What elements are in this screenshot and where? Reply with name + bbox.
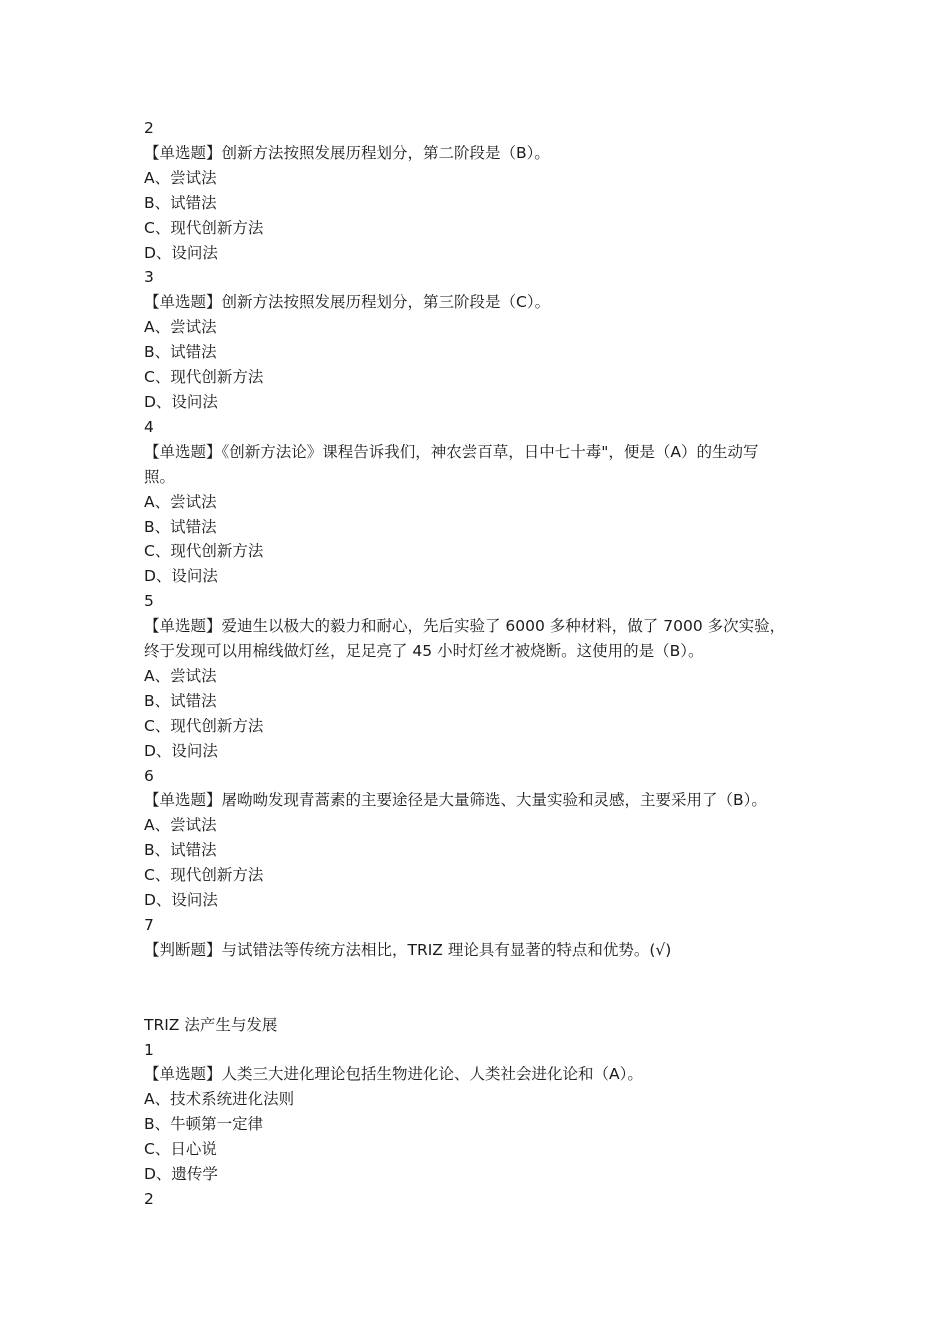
- question-number: 4: [144, 417, 154, 436]
- question-text-line-2: 终于发现可以用棉线做灯丝，足足亮了 45 小时灯丝才被烧断。这使用的是（B）。: [144, 642, 704, 661]
- document-content: [144, 116, 814, 1212]
- question-number: 5: [144, 592, 154, 611]
- option-d: D、设问法: [144, 392, 218, 411]
- question-text: 【单选题】创新方法按照发展历程划分，第二阶段是（B）。: [144, 143, 550, 162]
- question-number: 1: [144, 1040, 154, 1059]
- question-text-line-2: 照。: [144, 467, 176, 486]
- option-c: C、现代创新方法: [144, 218, 264, 237]
- option-d: D、遗传学: [144, 1165, 218, 1184]
- option-b: B、试错法: [144, 343, 217, 362]
- option-c: C、现代创新方法: [144, 716, 264, 735]
- question-text: 【单选题】创新方法按照发展历程划分，第三阶段是（C）。: [144, 293, 551, 312]
- option-d: D、设问法: [144, 567, 218, 586]
- option-d: D、设问法: [144, 891, 218, 910]
- option-c: C、现代创新方法: [144, 368, 264, 387]
- option-c: C、日心说: [144, 1140, 217, 1159]
- option-a: A、尝试法: [144, 666, 217, 685]
- option-b: B、试错法: [144, 841, 217, 860]
- question-number: 2: [144, 119, 154, 137]
- section-gap: [144, 963, 814, 1013]
- question-text-line-1: 【单选题】爱迪生以极大的毅力和耐心，先后实验了 6000 多种材料，做了 7000 多次实验，: [144, 617, 786, 636]
- option-b: B、试错法: [144, 517, 217, 536]
- question-text: 【单选题】屠呦呦发现青蒿素的主要途径是大量筛选、大量实验和灵感，主要采用了（B）。: [144, 791, 767, 810]
- option-c: C、现代创新方法: [144, 542, 264, 561]
- question-number: 7: [144, 916, 154, 934]
- option-a: A、尝试法: [144, 318, 217, 337]
- question-text-line-1: 【单选题】《创新方法论》课程告诉我们，神农尝百草，日中七十毒"，便是（A）的生动写: [144, 442, 759, 461]
- question-text: 【判断题】与试错法等传统方法相比，TRIZ 理论具有显著的特点和优势。(√): [144, 940, 672, 959]
- option-b: B、试错法: [144, 691, 217, 710]
- option-a: A、尝试法: [144, 816, 217, 835]
- option-d: D、设问法: [144, 243, 218, 262]
- option-b: B、牛顿第一定律: [144, 1115, 264, 1134]
- question-number: 6: [144, 766, 154, 785]
- question-number: 2: [144, 1189, 154, 1208]
- option-a: A、尝试法: [144, 168, 217, 187]
- question-text: 【单选题】人类三大进化理论包括生物进化论、人类社会进化论和（A）。: [144, 1065, 643, 1084]
- option-d: D、设问法: [144, 741, 218, 760]
- question-number: 3: [144, 268, 154, 287]
- option-a: A、技术系统进化法则: [144, 1090, 295, 1109]
- option-c: C、现代创新方法: [144, 866, 264, 885]
- option-a: A、尝试法: [144, 492, 217, 511]
- section-heading: TRIZ 法产生与发展: [144, 1015, 278, 1034]
- option-b: B、试错法: [144, 193, 217, 212]
